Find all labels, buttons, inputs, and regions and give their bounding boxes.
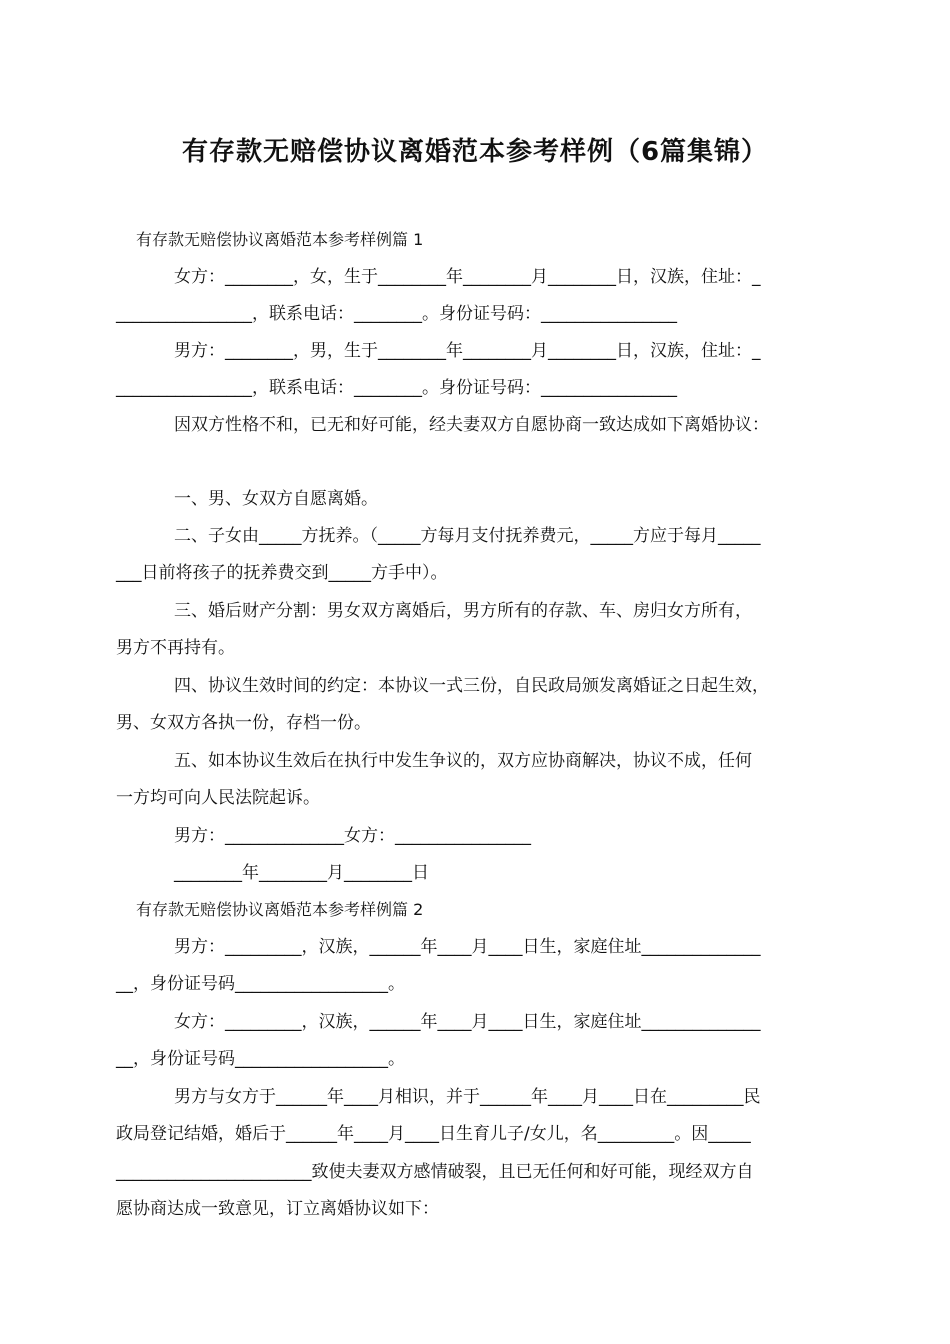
- paragraph-line: 男、女双方各执一份，存档一份。: [116, 713, 371, 733]
- paragraph-line: 四、协议生效时间的约定：本协议一式三份，自民政局颁发离婚证之日起生效，: [174, 676, 769, 696]
- paragraph-line: ________________，联系电话：________。身份证号码：________________: [116, 304, 677, 324]
- paragraph-line: 三、婚后财产分割：男女双方离婚后，男方所有的存款、车、房归女方所有，: [174, 601, 752, 621]
- paragraph-line: ________________，联系电话：________。身份证号码：________________: [116, 378, 677, 398]
- paragraph-line: __，身份证号码__________________。: [116, 974, 405, 994]
- paragraph-line: 男方不再持有。: [116, 638, 235, 658]
- paragraph-line: 一、男、女双方自愿离婚。: [174, 489, 378, 509]
- date-line: ________年________月________日: [174, 863, 429, 883]
- paragraph-line: 女方：_________，汉族，______年____月____日生，家庭住址______________: [174, 1012, 761, 1032]
- paragraph-line: 因双方性格不和，已无和好可能，经夫妻双方自愿协商一致达成如下离婚协议：: [174, 415, 769, 435]
- paragraph-line: 男方：________，男，生于________年________月________日，汉族，住址：_: [174, 341, 761, 361]
- section-heading-1: 有存款无赔偿协议离婚范本参考样例篇 1: [136, 230, 424, 249]
- paragraph-line: _______________________致使夫妻双方感情破裂，且已无任何和好可能，现经双方自: [116, 1162, 754, 1182]
- paragraph-line: 五、如本协议生效后在执行中发生争议的，双方应协商解决，协议不成，任何: [174, 751, 752, 771]
- paragraph-line: 愿协商达成一致意见，订立离婚协议如下：: [116, 1199, 439, 1219]
- paragraph-line: ___日前将孩子的抚养费交到_____方手中）。: [116, 563, 448, 583]
- paragraph-line: 女方：________，女，生于________年________月________日，汉族，住址：_: [174, 267, 761, 287]
- paragraph-line: __，身份证号码__________________。: [116, 1049, 405, 1069]
- document-title: 有存款无赔偿协议离婚范本参考样例（6篇集锦）: [181, 137, 769, 167]
- signature-line: 男方：______________女方：________________: [174, 826, 531, 846]
- section-heading-2: 有存款无赔偿协议离婚范本参考样例篇 2: [136, 900, 424, 919]
- paragraph-line: 一方均可向人民法院起诉。: [116, 788, 320, 808]
- paragraph-line: 政局登记结婚，婚后于______年____月____日生育儿子/女儿，名_________。因_____: [116, 1124, 751, 1144]
- paragraph-line: 男方与女方于______年____月相识，并于______年____月____日在_________民: [174, 1087, 761, 1107]
- paragraph-line: 男方：_________，汉族，______年____月____日生，家庭住址______________: [174, 937, 761, 957]
- paragraph-line: 二、子女由_____方抚养。（_____方每月支付抚养费元，_____方应于每月_____: [174, 526, 761, 546]
